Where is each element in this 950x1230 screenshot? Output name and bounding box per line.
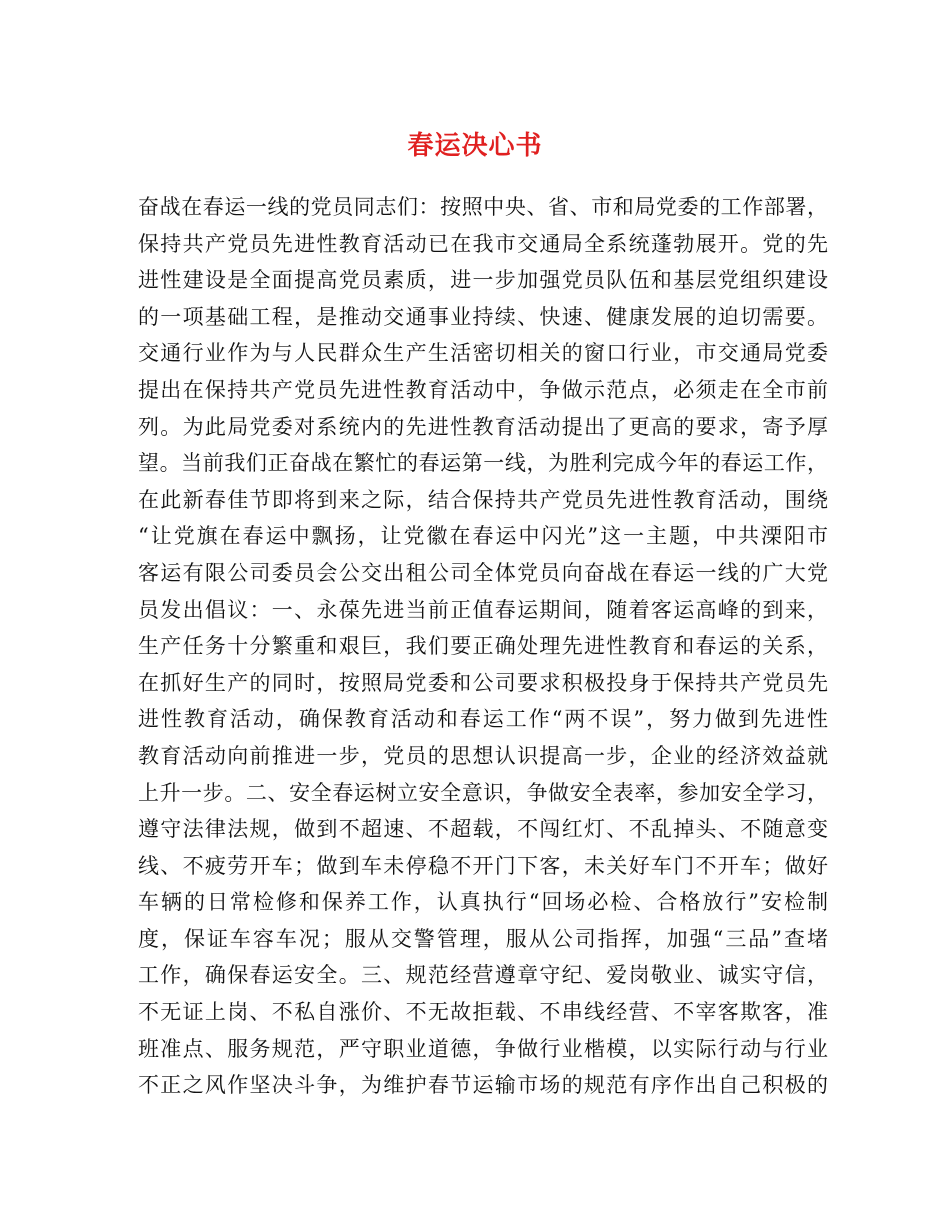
body-line: 在抓好生产的同时，按照局党委和公司要求积极投身于保持共产党员先 <box>138 670 828 695</box>
body-line: 员发出倡议：一、永葆先进当前正值春运期间，随着客运高峰的到来， <box>138 597 828 622</box>
document-body <box>138 189 828 1104</box>
body-line: 教育活动向前推进一步，党员的思想认识提高一步，企业的经济效益就 <box>138 743 828 768</box>
body-line: 提出在保持共产党员先进性教育活动中，争做示范点，必须走在全市前 <box>138 377 828 402</box>
body-line: 生产任务十分繁重和艰巨，我们要正确处理先进性教育和春运的关系， <box>138 634 828 659</box>
body-line: 保持共产党员先进性教育活动已在我市交通局全系统蓬勃展开。党的先 <box>138 231 828 256</box>
body-line: 不无证上岗、不私自涨价、不无故拒载、不串线经营、不宰客欺客，准 <box>138 1000 828 1025</box>
body-line: 进性教育活动，确保教育活动和春运工作“两不误”，努力做到先进性 <box>138 707 828 732</box>
body-line: 进性建设是全面提高党员素质，进一步加强党员队伍和基层党组织建设 <box>138 268 828 293</box>
body-line: 不正之风作坚决斗争，为维护春节运输市场的规范有序作出自己积极的 <box>138 1073 828 1098</box>
body-line: 线、不疲劳开车；做到车未停稳不开门下客，未关好车门不开车；做好 <box>138 853 828 878</box>
body-line: 在此新春佳节即将到来之际，结合保持共产党员先进性教育活动，围绕 <box>138 487 828 512</box>
body-line: 工作，确保春运安全。三、规范经营遵章守纪、爱岗敬业、诚实守信， <box>138 963 828 988</box>
body-line: 度，保证车容车况；服从交警管理，服从公司指挥，加强“三品”查堵 <box>138 926 828 951</box>
body-line: “让党旗在春运中飘扬，让党徽在春运中闪光”这一主题，中共溧阳市 <box>138 524 828 549</box>
body-line: 客运有限公司委员会公交出租公司全体党员向奋战在春运一线的广大党 <box>138 560 828 585</box>
body-line: 奋战在春运一线的党员同志们：按照中央、省、市和局党委的工作部署， <box>138 195 828 219</box>
body-line: 的一项基础工程，是推动交通事业持续、快速、健康发展的迫切需要。 <box>138 304 828 329</box>
body-line: 望。当前我们正奋战在繁忙的春运第一线，为胜利完成今年的春运工作， <box>138 451 828 476</box>
body-line: 班准点、服务规范，严守职业道德，争做行业楷模，以实际行动与行业 <box>138 1036 828 1061</box>
body-line: 遵守法律法规，做到不超速、不超载，不闯红灯、不乱掉头、不随意变 <box>138 817 828 842</box>
body-line: 列。为此局党委对系统内的先进性教育活动提出了更高的要求，寄予厚 <box>138 414 828 439</box>
document-title: 春运决心书 <box>407 131 543 161</box>
body-line: 交通行业作为与人民群众生产生活密切相关的窗口行业，市交通局党委 <box>138 341 828 366</box>
body-line: 车辆的日常检修和保养工作，认真执行“回场必检、合格放行”安检制 <box>138 890 828 915</box>
body-line: 上升一步。二、安全春运树立安全意识，争做安全表率，参加安全学习， <box>138 780 828 805</box>
